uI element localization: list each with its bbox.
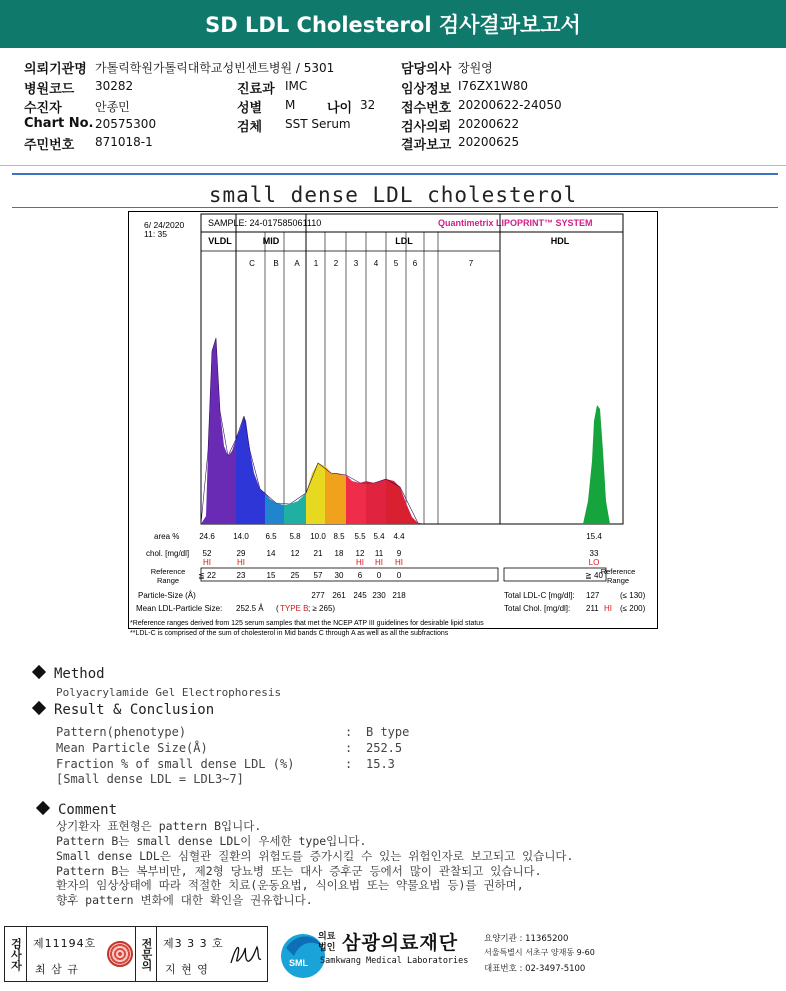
field-value: 32 (360, 98, 376, 112)
diamond-bullet-icon (36, 801, 50, 815)
comment-title: Comment (58, 802, 118, 818)
total-ldl-ref: (≤ 130) (620, 591, 646, 600)
footnote: **LDL-C is comprised of the sum of cholesterol in Mid bands C through A as well as all the subfractions (130, 630, 449, 637)
sig-name: 지 현 영 (165, 963, 209, 976)
field-value: M (285, 98, 296, 112)
field-value: 871018-1 (95, 135, 153, 149)
field-label: 주민번호 (24, 138, 75, 153)
org-tel: 대표번호 : 02-3497-5100 (484, 964, 586, 974)
report-header (0, 0, 786, 48)
total-chol-flag: HI (604, 604, 612, 613)
area-value: 6.5 (265, 532, 277, 541)
chol-value: 11 (374, 549, 384, 558)
diamond-bullet-icon (32, 701, 46, 715)
chol-value: 29 (236, 549, 246, 558)
chart-time: 11: 35 (144, 229, 168, 239)
divider (0, 165, 786, 166)
particle-size: 245 (353, 591, 367, 600)
chol-value: 52 (202, 549, 212, 558)
report-title: small dense LDL cholesterol (208, 183, 578, 207)
flag-value: HI (375, 558, 383, 567)
field-label: 결과보고 (401, 138, 452, 153)
group-label: VLDL (208, 236, 232, 246)
divider (12, 173, 778, 175)
fraction-area (346, 475, 366, 524)
report-header-title: SD LDL Cholesterol 검사결과보고서 (205, 13, 581, 37)
field-value: 30282 (95, 79, 134, 93)
comment-line: 환자의 임상상태에 따라 적절한 치료(운동요법, 식이요법 또는 약물요법 등)를 권하며, (56, 878, 524, 892)
band-label: 6 (412, 259, 418, 268)
field-label: 병원코드 (24, 82, 75, 97)
result-title: Result & Conclusion (54, 702, 215, 718)
result-colon: : (345, 741, 353, 755)
mean-ref: ; ≥ 265) (308, 604, 336, 613)
field-label: 의뢰기관명 (24, 62, 87, 77)
result-value: 252.5 (366, 741, 403, 755)
chol-value: 12 (290, 549, 300, 558)
field-label: 검체 (237, 120, 263, 135)
flag-value: LO (588, 558, 600, 567)
signature-icon (227, 939, 263, 969)
particle-size: 230 (372, 591, 386, 600)
result-value: 15.3 (366, 757, 395, 771)
band-label: C (249, 259, 255, 268)
org-code: 요양기관 : 11365200 (484, 934, 569, 944)
chol-value: 9 (396, 549, 402, 558)
field-value: 20575300 (95, 117, 157, 131)
comment-line: 상기환자 표현형은 pattern B입니다. (56, 819, 262, 833)
sig-license: 제3 3 3 호 (163, 937, 224, 950)
particle-size: 218 (392, 591, 406, 600)
band-label: 7 (468, 259, 474, 268)
sig-title: 검사자 (5, 927, 27, 981)
band-label: B (273, 259, 279, 268)
org-eng: Samkwang Medical Laboratories (320, 956, 469, 966)
org-address: 서울특별시 서초구 양재동 9-60 (484, 948, 595, 957)
area-value: 10.0 (310, 532, 326, 541)
field-label: Chart No. (24, 116, 94, 131)
chol-label: chol. [mg/dl] (146, 549, 190, 558)
particle-size: 277 (311, 591, 325, 600)
group-label: MID (262, 236, 280, 246)
group-label: LDL (395, 236, 413, 246)
ref-value: 23 (236, 571, 246, 580)
field-value: 20200622-24050 (458, 98, 562, 112)
patient-info (0, 52, 786, 162)
chol-value: 33 (589, 549, 599, 558)
total-ldl-label: Total LDL-C [mg/dl]: (504, 591, 575, 600)
signature-box (4, 926, 268, 982)
org-tag: 의료법인 (318, 932, 336, 953)
flag-value: HI (203, 558, 211, 567)
area-label: area % (154, 532, 180, 541)
footer (0, 920, 786, 991)
chol-value: 12 (355, 549, 365, 558)
group-label: HDL (550, 236, 570, 246)
ref-value: ≦ 22 (198, 571, 216, 580)
field-label: 담당의사 (401, 62, 452, 77)
ref-label: Range (156, 576, 180, 585)
field-value: 가톨릭학원가톨릭대학교성빈센트병원 / 5301 (95, 61, 335, 75)
field-label: 진료과 (237, 82, 275, 97)
field-value: 안종민 (95, 100, 130, 114)
ref-value: 0 (396, 571, 402, 580)
field-value: 20200622 (458, 117, 520, 131)
flag-value: HI (237, 558, 245, 567)
diamond-bullet-icon (32, 665, 46, 679)
result-heading (34, 702, 214, 718)
area-value: 5.8 (289, 532, 301, 541)
field-label: 검사의뢰 (401, 120, 452, 135)
method-heading (34, 666, 105, 682)
result-label: Mean Particle Size(Å) (56, 741, 208, 755)
lipoprint-chart (128, 211, 658, 641)
org-name: 삼광의료재단 (342, 932, 459, 954)
area-value: 14.0 (233, 532, 249, 541)
ref-value: ≧ 40 (585, 571, 603, 580)
area-value: 5.5 (354, 532, 366, 541)
chart-brand: Quantimetrix LIPOPRINT™ SYSTEM (438, 218, 593, 228)
comment-line: 향후 pattern 변화에 대한 확인을 권유합니다. (56, 893, 313, 907)
particle-size-label: Particle-Size (Å) (138, 591, 196, 600)
sig-name: 최 삼 규 (35, 963, 79, 976)
flag-value: HI (395, 558, 403, 567)
field-value: I76ZX1W80 (458, 79, 529, 93)
sig-title: 전문의 (135, 927, 157, 981)
band-label: 2 (333, 259, 339, 268)
method-text: Polyacrylamide Gel Electrophoresis (56, 686, 282, 699)
ref-label: Reference (600, 567, 636, 576)
total-chol-ref: (≤ 200) (620, 604, 646, 613)
result-colon: : (345, 757, 353, 771)
footnote: *Reference ranges derived from 125 serum samples that met the NCEP ATP III guidelines for desirable lipid status (130, 620, 484, 627)
ref-value: 15 (266, 571, 276, 580)
ref-label: Reference (150, 567, 186, 576)
area-value: 4.4 (393, 532, 405, 541)
chart-date: 6/ 24/2020 (144, 220, 185, 230)
band-label: 4 (373, 259, 379, 268)
area-value: 5.4 (373, 532, 385, 541)
method-title: Method (54, 666, 105, 682)
field-label: 수진자 (24, 101, 62, 116)
logo-text: SML (289, 958, 308, 968)
band-label: 1 (313, 259, 319, 268)
result-colon: : (345, 725, 353, 739)
chol-value: 14 (266, 549, 276, 558)
field-label: 접수번호 (401, 101, 452, 116)
ref-value: 0 (376, 571, 382, 580)
comment-line: Pattern B는 복부비만, 제2형 당뇨병 또는 대사 증후군 등에서 많이 관찰되고 있습니다. (56, 864, 542, 878)
result-label: Fraction % of small dense LDL (%) (56, 757, 295, 771)
mean-type-paren: ( (276, 604, 279, 613)
ref-value: 30 (334, 571, 344, 580)
area-value: 8.5 (333, 532, 345, 541)
total-ldl-value: 127 (586, 591, 600, 600)
ref-value: 25 (290, 571, 300, 580)
divider (12, 207, 778, 208)
lipoprint-svg (128, 211, 658, 641)
flag-value: HI (356, 558, 364, 567)
particle-size: 261 (332, 591, 346, 600)
result-label: Pattern(phenotype) (56, 725, 187, 739)
chol-value: 18 (334, 549, 344, 558)
field-label: 임상정보 (401, 82, 452, 97)
field-label: 성별 (237, 101, 263, 116)
result-note: [Small dense LDL = LDL3~7] (56, 772, 244, 786)
mean-size-value: 252.5 Å (236, 604, 264, 613)
field-value: IMC (285, 79, 308, 93)
field-value: 장원영 (458, 61, 493, 75)
sig-license: 제11194호 (33, 937, 97, 950)
total-chol-value: 211 (586, 604, 599, 613)
band-label: 5 (393, 259, 399, 268)
field-value: SST Serum (285, 117, 351, 131)
ref-value: 6 (357, 571, 363, 580)
comment-heading (38, 802, 117, 818)
field-value: 20200625 (458, 135, 520, 149)
band-label: A (294, 259, 300, 268)
area-value: 15.4 (586, 532, 602, 541)
comment-line: Pattern B는 small dense LDL이 우세한 type입니다. (56, 834, 367, 848)
area-value: 24.6 (199, 532, 215, 541)
ref-value: 57 (313, 571, 323, 580)
total-chol-label: Total Chol. [mg/dl]: (504, 604, 571, 613)
mean-size-label: Mean LDL-Particle Size: (136, 604, 223, 613)
chol-value: 21 (313, 549, 323, 558)
ref-label: Range (606, 576, 630, 585)
field-label: 나이 (327, 101, 353, 116)
fraction-area (366, 479, 386, 524)
comment-line: Small dense LDL은 심혈관 질환의 위험도를 증가시킬 수 있는 위험인자로 보고되고 있습니다. (56, 849, 574, 863)
seal-stamp-icon (107, 941, 133, 967)
result-value: B type (366, 725, 410, 739)
mean-type: TYPE B (280, 604, 309, 613)
chart-sample: SAMPLE: 24-017585061110 (208, 218, 322, 228)
band-label: 3 (353, 259, 359, 268)
